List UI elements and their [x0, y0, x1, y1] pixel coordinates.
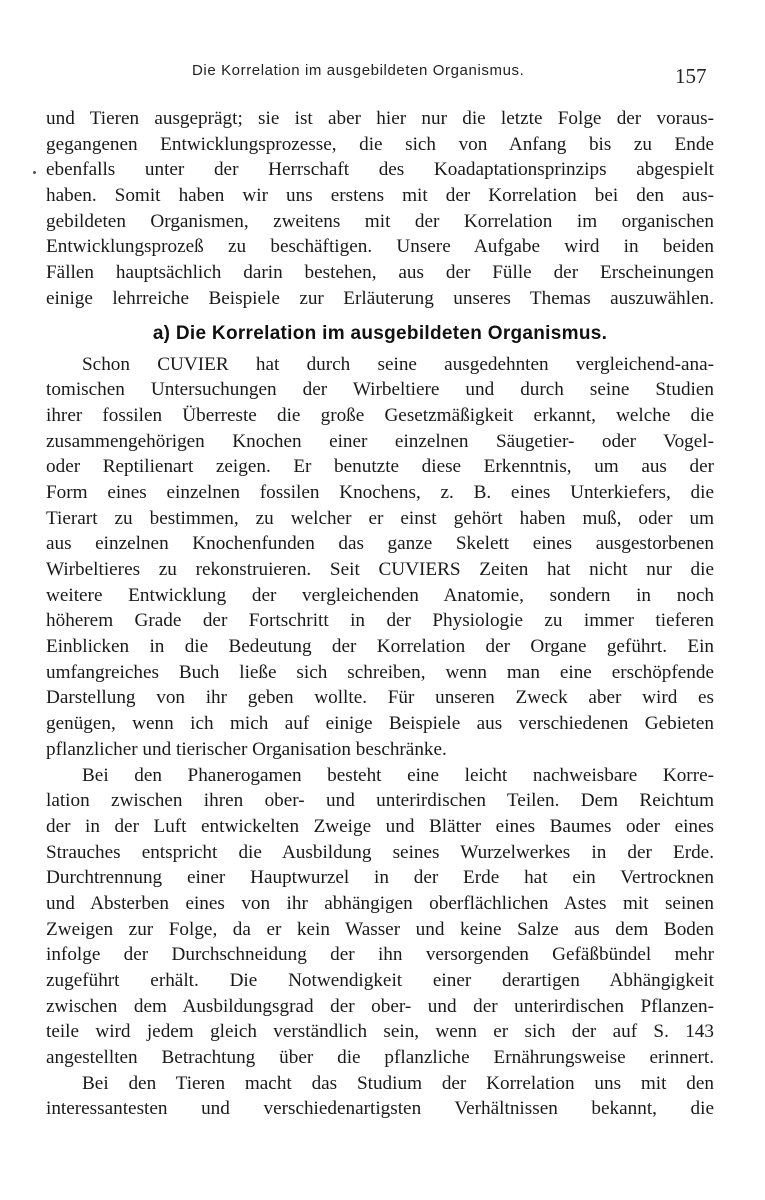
text-line: Durchtrennung einer Hauptwurzel in der Erde hat ein Vertrocknen [46, 867, 714, 889]
text-line: pflanzlicher und tierischer Organisation beschränke. [46, 738, 447, 760]
text-line: teile wird jedem gleich verständlich sein, wenn er sich der auf S. 143 [46, 1021, 714, 1043]
text-line: Entwicklungsprozeß zu beschäftigen. Unsere Aufgabe wird in beiden [46, 236, 714, 258]
page-number: 157 [675, 64, 707, 88]
text-line: weitere Entwicklung der vergleichenden Anatomie, sondern in noch [46, 584, 714, 606]
text-line: Fällen hauptsächlich darin bestehen, aus der Fülle der Erscheinungen [46, 262, 714, 284]
text-line: Tierart zu bestimmen, zu welcher er einst gehört haben muß, oder um [46, 507, 714, 529]
text-line: umfangreiches Buch ließe sich schreiben, wenn man eine erschöpfende [46, 661, 714, 683]
text-line: interessantesten und verschiedenartigsten Verhältnissen bekannt, die [46, 1098, 714, 1120]
text-line: Strauches entspricht die Ausbildung seines Wurzelwerkes in der Erde. [46, 841, 714, 863]
text-line: und Absterben eines von ihr abhängigen oberflächlichen Astes mit seinen [46, 892, 714, 914]
text-line: lation zwischen ihren ober- und unterirdischen Teilen. Dem Reichtum [46, 790, 714, 812]
text-line: einige lehrreiche Beispiele zur Erläuterung unseres Themas auszuwählen. [46, 287, 714, 309]
paragraph-cuvier [46, 352, 714, 763]
paragraph-phanerogamen [46, 763, 714, 1071]
text-line: höherem Grade der Fortschritt in der Physiologie zu immer tieferen [46, 610, 714, 632]
paragraph-tieren [46, 1071, 714, 1122]
text-line: Wirbeltieres zu rekonstruieren. Seit CUVIERS Zeiten hat nicht nur die [46, 559, 714, 580]
text-line: genügen, wenn ich mich auf einige Beispiele aus verschiedenen Gebieten [46, 713, 714, 735]
text-line: zusammengehörigen Knochen einer einzelnen Säugetier- oder Vogel- [46, 430, 714, 452]
text-line: aus einzelnen Knochenfunden das ganze Skelett eines ausgestorbenen [46, 533, 714, 555]
running-header [0, 62, 765, 92]
text-line: und Tieren ausgeprägt; sie ist aber hier nur die letzte Folge der voraus- [46, 108, 714, 129]
body-text [46, 106, 714, 1122]
text-line: oder Reptilienart zeigen. Er benutzte diese Erkenntnis, um aus der [46, 456, 714, 478]
text-line: Bei den Phanerogamen besteht eine leicht nachweisbare Korre- [82, 764, 714, 786]
text-line: ebenfalls unter der Herrschaft des Koadaptationsprinzips abgespielt [46, 159, 714, 181]
text-line: haben. Somit haben wir uns erstens mit der Korrelation bei den aus- [46, 185, 714, 207]
running-title: Die Korrelation im ausgebildeten Organismus. [192, 62, 525, 79]
text-line: Darstellung von ihr geben wollte. Für unseren Zweck aber wird es [46, 687, 714, 709]
text-line: ihrer fossilen Überreste die große Gesetzmäßigkeit erkannt, welche die [46, 404, 714, 426]
text-line: Form eines einzelnen fossilen Knochens, z. B. eines Unterkiefers, die [46, 481, 714, 503]
text-line: Schon CUVIER hat durch seine ausgedehnten vergleichend-ana- [82, 353, 714, 375]
text-line: zwischen dem Ausbildungsgrad der ober- und der unterirdischen Pflanzen- [46, 995, 714, 1017]
text-line: angestellten Betrachtung über die pflanzliche Ernährungsweise erinnert. [46, 1047, 714, 1069]
text-line: der in der Luft entwickelten Zweige und Blätter eines Baumes oder eines [46, 815, 714, 837]
text-line: Bei den Tieren macht das Studium der Korrelation uns mit den [82, 1072, 714, 1094]
text-line: infolge der Durchschneidung der ihn versorgenden Gefäßbündel mehr [46, 944, 714, 966]
margin-speck [33, 171, 36, 174]
text-line: Einblicken in die Bedeutung der Korrelation der Organe geführt. Ein [46, 636, 714, 658]
section-heading: a) Die Korrelation im ausgebildeten Organismus. [152, 322, 608, 344]
text-line: gebildeten Organismen, zweitens mit der Korrelation im organischen [46, 210, 714, 232]
text-line: gegangenen Entwicklungsprozesse, die sich von Anfang bis zu Ende [46, 133, 714, 155]
paragraph-continuation [46, 106, 714, 312]
text-line: Zweigen zur Folge, da er kein Wasser und keine Salze aus dem Boden [46, 918, 714, 940]
text-line: zugeführt erhält. Die Notwendigkeit einer derartigen Abhängigkeit [46, 970, 714, 991]
text-line: tomischen Untersuchungen der Wirbeltiere und durch seine Studien [46, 379, 714, 401]
